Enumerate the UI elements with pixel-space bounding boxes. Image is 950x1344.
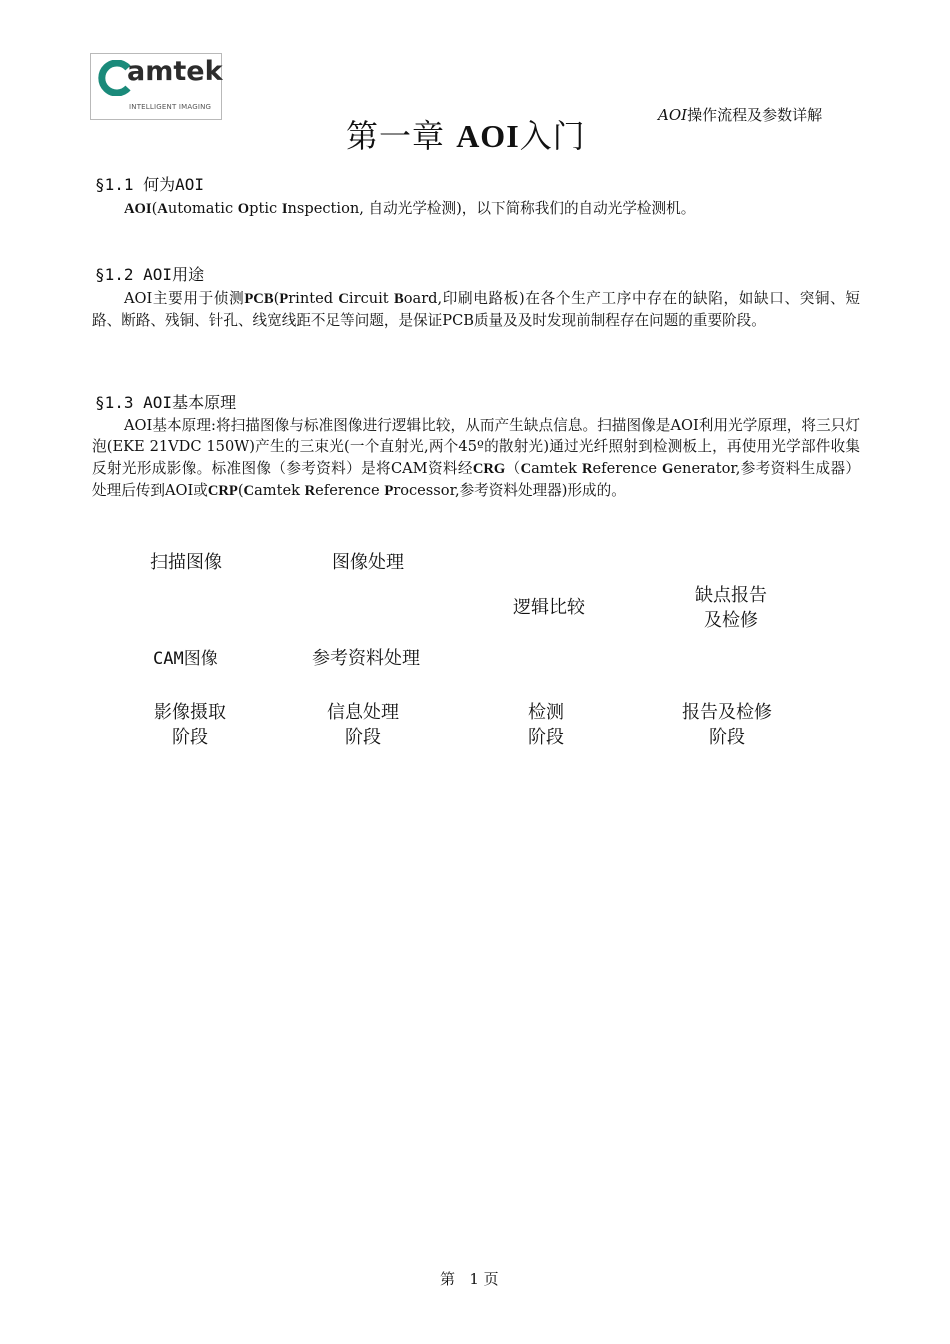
section-1-1-heading: §1.1 何为AOI bbox=[95, 175, 205, 194]
chapter-title bbox=[346, 111, 586, 157]
stage-report-repair-line2: 阶段 bbox=[709, 727, 745, 748]
logo-wordmark: amtek bbox=[127, 56, 223, 87]
flow-defect-report-line1: 缺点报告 bbox=[695, 585, 767, 606]
section-1-3-paragraph: AOI基本原理:将扫描图像与标准图像进行逻辑比较，从而产生缺点信息。扫描图像是AOI利用光学原理，将三只灯泡(EKE 21VDC 150W)产生的三束光(一个直射光,两个45º的散射光)通过光纤照射到检测板上，再使用光学部件收集反射光形成影像。标准图像（参考资料）是将CAM资料经CRG（Camtek Reference Generator,参考资料生成器）处理后传到AOI或CRP(Camtek Reference Processor,参考资料处理器)形成的。 bbox=[92, 417, 861, 499]
stage-report-repair-line1: 报告及检修 bbox=[682, 702, 772, 723]
stage-report-repair bbox=[682, 700, 772, 750]
flow-scan-image: 扫描图像 bbox=[150, 552, 222, 573]
stage-inspection-line2: 阶段 bbox=[528, 727, 564, 748]
stage-inspection bbox=[528, 700, 564, 750]
section-1-3-body bbox=[92, 415, 860, 502]
chapter-title-bold: AOI bbox=[456, 118, 520, 154]
stage-info-processing-line1: 信息处理 bbox=[327, 702, 399, 723]
section-1-2-body bbox=[92, 288, 860, 332]
flow-defect-report bbox=[695, 583, 767, 633]
section-1-1-paragraph: AOI(Automatic Optic Inspection, 自动光学检测)，以下简称我们的自动光学检测机。 bbox=[124, 200, 696, 217]
flow-cam-image: CAM图像 bbox=[153, 649, 218, 669]
flow-defect-report-line2: 及检修 bbox=[704, 610, 758, 631]
logo-tagline: INTELLIGENT IMAGING bbox=[129, 103, 212, 111]
footer-prefix: 第 bbox=[440, 1270, 456, 1288]
flow-reference-processing: 参考资料处理 bbox=[312, 648, 420, 669]
section-1-2-heading: §1.2 AOI用途 bbox=[95, 265, 205, 284]
stage-image-capture-line1: 影像摄取 bbox=[154, 702, 226, 723]
section-1-1-body bbox=[92, 198, 860, 220]
camtek-logo bbox=[90, 53, 222, 120]
page-number: 1 bbox=[469, 1270, 479, 1288]
stage-info-processing-line2: 阶段 bbox=[345, 727, 381, 748]
stage-info-processing bbox=[327, 700, 399, 750]
chapter-title-prefix: 第一章 bbox=[346, 117, 457, 155]
page-footer bbox=[440, 1268, 499, 1289]
document-header bbox=[658, 104, 822, 125]
stage-image-capture-line2: 阶段 bbox=[172, 727, 208, 748]
header-prefix: AOI bbox=[658, 106, 688, 124]
section-1-3-heading: §1.3 AOI基本原理 bbox=[95, 393, 237, 412]
header-text: 操作流程及参数详解 bbox=[687, 106, 823, 124]
flow-logic-compare: 逻辑比较 bbox=[513, 597, 585, 618]
section-1-2-paragraph: AOI主要用于侦测PCB(Printed Circuit Board,印刷电路板)在各个生产工序中存在的缺陷，如缺口、突铜、短路、断路、残铜、针孔、线宽线距不足等问题，是保证PCB质量及及时发现前制程存在问题的重要阶段。 bbox=[92, 290, 861, 330]
chapter-title-suffix: 入门 bbox=[519, 117, 586, 155]
stage-inspection-line1: 检测 bbox=[528, 702, 564, 723]
stage-image-capture bbox=[154, 700, 226, 750]
footer-suffix: 页 bbox=[483, 1270, 499, 1288]
flow-image-processing: 图像处理 bbox=[332, 552, 404, 573]
